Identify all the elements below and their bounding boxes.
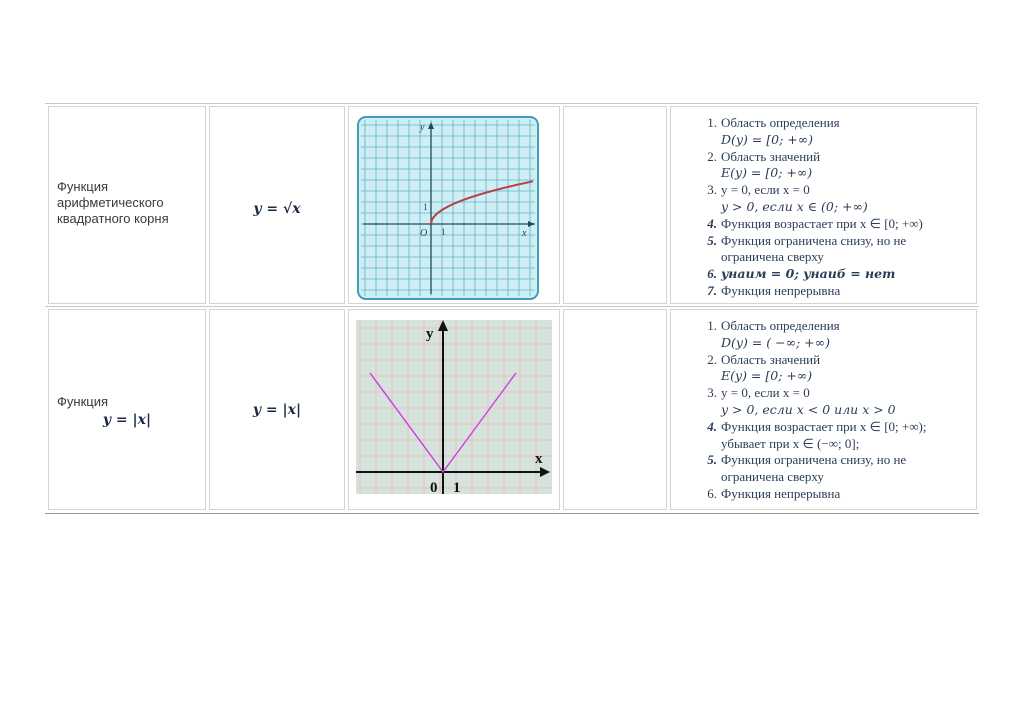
x-axis-label: x bbox=[522, 228, 527, 239]
graph-cell bbox=[348, 309, 560, 510]
abs-graph bbox=[354, 318, 552, 496]
list-item: 5. Функция ограничена снизу, но не ограничена сверху bbox=[707, 232, 907, 265]
list-item: 6. yнаим = 0; yнаиб = нет bbox=[707, 266, 896, 282]
list-item: 5. Функция ограничена снизу, но не ограничена сверху bbox=[707, 452, 907, 485]
y-tick-label: 1 bbox=[423, 202, 428, 212]
properties-list bbox=[697, 115, 977, 300]
y-axis-label: y bbox=[420, 122, 425, 133]
list-item: 2. Область значений E(y) = [0; +∞) bbox=[707, 148, 821, 181]
sqrt-graph bbox=[357, 116, 539, 301]
function-name-cell bbox=[48, 106, 206, 304]
formula-cell bbox=[209, 106, 345, 304]
table-row bbox=[45, 104, 979, 307]
function-name-formula: 𝒚 = |𝒙| bbox=[102, 412, 152, 428]
list-item: 2. Область значений E(y) = [0; +∞) bbox=[707, 351, 821, 384]
function-name: Функция 𝒚 = |𝒙| bbox=[57, 394, 197, 428]
empty-cell bbox=[563, 106, 667, 304]
x-tick-label: 1 bbox=[441, 227, 446, 237]
list-item: 7. Функция непрерывна bbox=[707, 282, 841, 298]
properties-cell bbox=[670, 309, 977, 510]
x-tick-label: 1 bbox=[453, 480, 461, 496]
table-row bbox=[45, 307, 979, 512]
empty-cell bbox=[563, 309, 667, 510]
list-item: 3. y = 0, если x = 0 y > 0, если x ∈ (0; +∞) bbox=[707, 182, 868, 214]
y-axis-label: y bbox=[426, 326, 434, 342]
list-item: 1. Область определения D(y) = [0; +∞) bbox=[707, 115, 840, 147]
function-name: Функция арифметического квадратного корня bbox=[57, 179, 169, 226]
properties-list bbox=[697, 318, 977, 503]
list-item: 3. y = 0, если x = 0 y > 0, если x < 0 или x > 0 bbox=[707, 385, 896, 417]
formula-cell bbox=[209, 309, 345, 510]
list-item: 1. Область определения D(y) = ( −∞; +∞) bbox=[707, 318, 840, 350]
function-formula: 𝒚 = √𝒙 bbox=[253, 201, 301, 217]
graph-cell bbox=[348, 106, 560, 304]
list-item: 4. Функция возрастает при x ∈ [0; +∞); убывает при x ∈ (−∞; 0]; bbox=[707, 418, 927, 451]
properties-cell bbox=[670, 106, 977, 304]
functions-table bbox=[45, 103, 979, 514]
list-item: 6. Функция непрерывна bbox=[707, 485, 841, 501]
origin-label: O bbox=[420, 228, 428, 239]
origin-label: 0 bbox=[430, 480, 438, 496]
x-axis-label: x bbox=[535, 451, 543, 467]
list-item: 4. Функция возрастает при x ∈ [0; +∞) bbox=[707, 215, 923, 231]
function-formula: 𝒚 = |𝒙| bbox=[252, 402, 302, 418]
function-name-cell bbox=[48, 309, 206, 510]
